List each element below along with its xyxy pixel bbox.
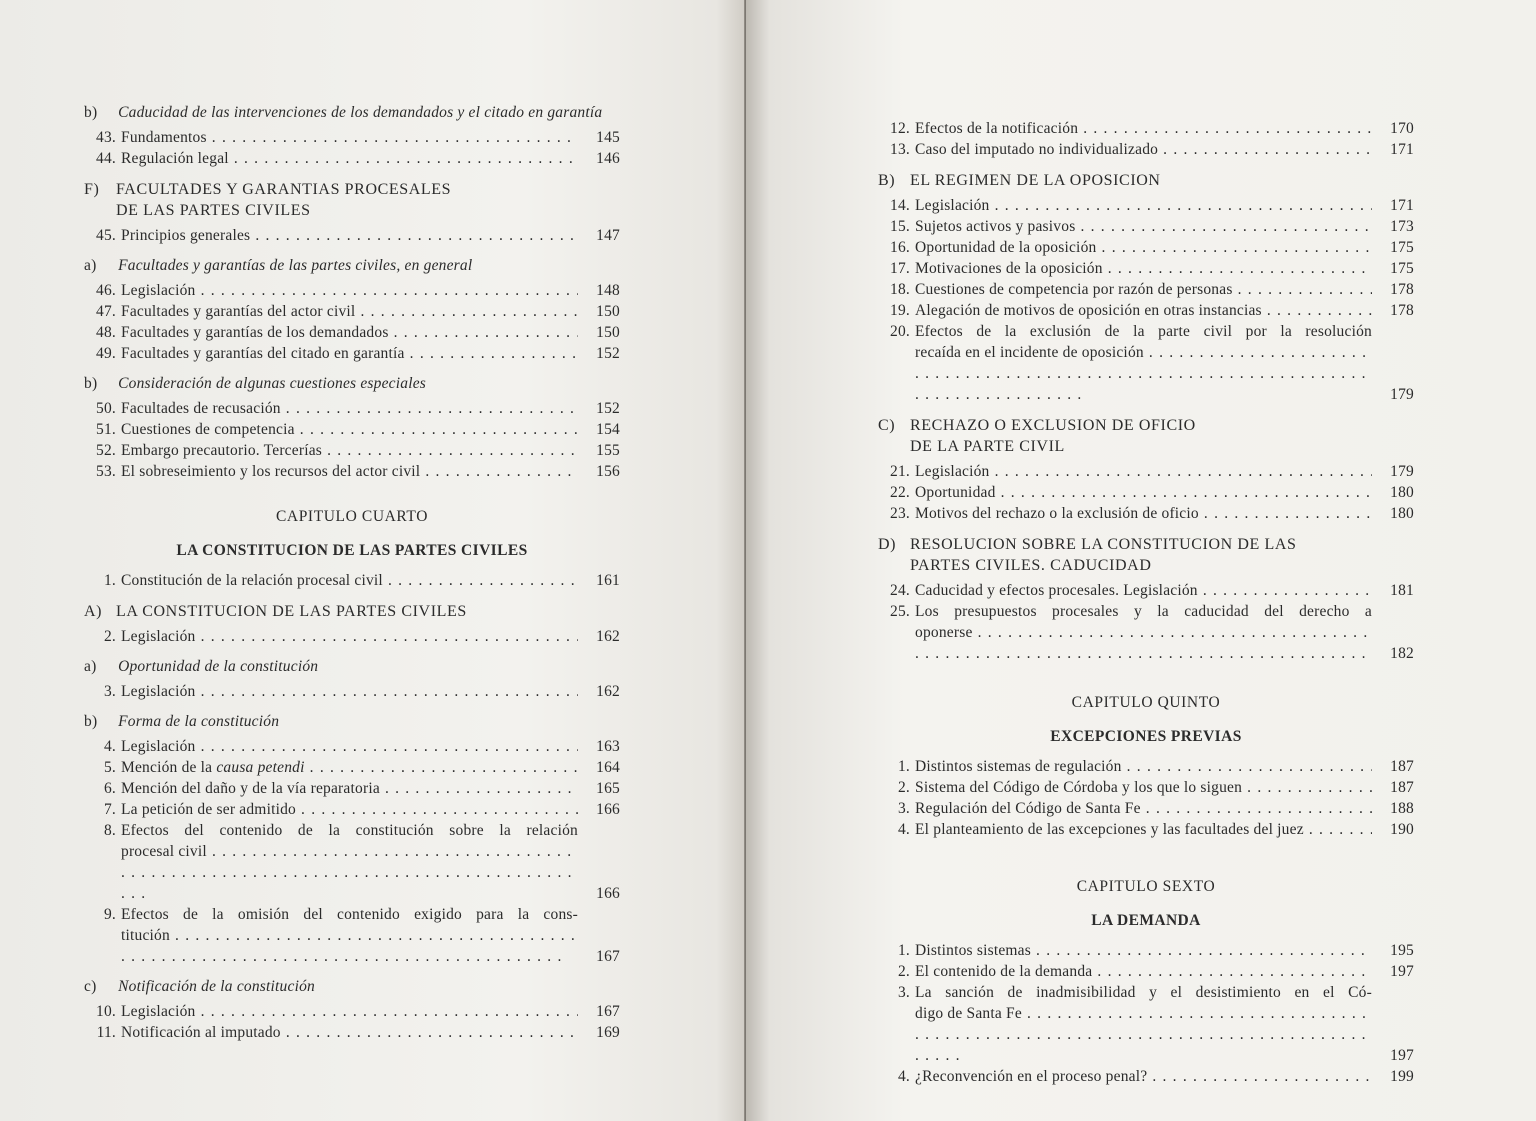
entry-title: Motivos del rechazo o la exclusión de oficio . . . [915,503,1372,524]
left-page [0,0,746,1121]
toc-entry [84,398,620,419]
entry-number: 5. [103,759,116,776]
toc-entry [84,440,620,461]
entry-number: 1. [897,758,910,775]
toc-entry [84,904,620,967]
entry-number: 15. [890,218,910,235]
entry-number: 17. [890,260,910,277]
subsection-label: c) [84,978,97,995]
entry-page: 164 [596,759,620,776]
entry-number: 44. [96,150,116,167]
entry-number: 18. [890,281,910,298]
entry-page: 179 [1390,386,1414,403]
entry-number: 51. [96,421,116,438]
entry-page: 187 [1390,779,1414,796]
toc-entry [84,1001,620,1022]
toc-entry [878,216,1414,237]
entry-title [915,982,1372,1066]
entry-title: Caso del imputado no individualizado . . . [915,139,1372,160]
toc-entry [878,195,1414,216]
entry-page: 163 [596,738,620,755]
entry-number: 49. [96,345,116,362]
section-heading [878,534,1414,576]
entry-page: 181 [1390,582,1414,599]
entry-number: 45. [96,227,116,244]
toc-entry [878,300,1414,321]
toc-entry [84,626,620,647]
toc-entry [878,321,1414,405]
entry-title: El planteamiento de las excepciones y las facultades del juez . . . [915,819,1372,840]
entry-title: Regulación legal . . . [121,148,578,169]
entry-page: 166 [596,885,620,902]
section-title-line1: RESOLUCION SOBRE LA CONSTITUCION DE LAS [910,536,1297,553]
chapter-heading: CAPITULO SEXTO [1076,878,1216,895]
toc-entry [84,778,620,799]
toc-entry [878,258,1414,279]
entry-title: Legislación . . . [915,195,1372,216]
entry-title [915,601,1372,664]
toc-entry [84,570,620,591]
entry-number: 12. [890,120,910,137]
entry-number: 14. [890,197,910,214]
entry-number: 9. [103,906,116,923]
entry-number: 3. [103,683,116,700]
entry-title-line1: Efectos de la exclusión de la parte civil por la resolución [915,323,1372,340]
entry-title: Facultades y garantías del actor civil . . . [121,301,578,322]
right-toc-column [878,118,1414,1087]
entry-title: Legislación . . . [121,1001,578,1022]
entry-number: 46. [96,282,116,299]
chapter-title: EXCEPCIONES PREVIAS [1050,728,1242,745]
toc-entry [84,820,620,904]
section-heading [84,179,620,221]
entry-title: Embargo precautorio. Tercerías . . . [121,440,578,461]
entry-title: Distintos sistemas . . . [915,940,1372,961]
entry-page: 167 [596,1003,620,1020]
chapter-heading: CAPITULO CUARTO [275,508,429,525]
section-label: D) [878,536,897,553]
toc-entry [84,419,620,440]
subsection-heading [84,976,620,997]
toc-entry [84,1022,620,1043]
entry-number: 20. [890,323,910,340]
subsection-label: b) [84,375,98,392]
entry-title: Mención del daño y de la vía reparatoria . . . [121,778,578,799]
toc-entry [878,798,1414,819]
entry-page: 173 [1390,218,1414,235]
entry-page: 188 [1390,800,1414,817]
entry-number: 2. [897,963,910,980]
entry-number: 8. [103,822,116,839]
entry-number: 2. [897,779,910,796]
toc-entry [878,601,1414,664]
entry-number: 24. [890,582,910,599]
entry-number: 50. [96,400,116,417]
section-label: C) [878,417,896,434]
entry-title: Legislación . . . [121,736,578,757]
entry-page: 175 [1390,239,1414,256]
entry-title: Facultades de recusación . . . [121,398,578,419]
toc-entry [878,756,1414,777]
entry-number: 6. [103,780,116,797]
entry-page: 165 [596,780,620,797]
entry-number: 1. [897,942,910,959]
toc-entry [878,580,1414,601]
entry-title: Principios generales . . . [121,225,578,246]
entry-title: Motivaciones de la oposición . . . [915,258,1372,279]
subsection-heading [84,373,620,394]
toc-entry [84,736,620,757]
entry-title: Efectos de la notificación . . . [915,118,1372,139]
entry-number: 13. [890,141,910,158]
entry-title-line2: procesal civil [121,843,207,860]
entry-page: 170 [1390,120,1414,137]
entry-page: 197 [1390,963,1414,980]
entry-title: Sujetos activos y pasivos . . . [915,216,1372,237]
entry-page: 162 [596,683,620,700]
entry-title: La petición de ser admitido . . . [121,799,578,820]
entry-page: 179 [1390,463,1414,480]
section-label: B) [878,172,896,189]
toc-entry [878,503,1414,524]
entry-page: 190 [1390,821,1414,838]
entry-number: 4. [897,821,910,838]
entry-title: Facultades y garantías de los demandados . . . [121,322,578,343]
entry-title-line2: oponerse [915,624,973,641]
subsection-label: b) [84,713,98,730]
subsection-title: Consideración de algunas cuestiones especiales [118,375,427,392]
entry-page: 152 [596,400,620,417]
entry-number: 4. [897,1068,910,1085]
entry-page: 155 [596,442,620,459]
entry-title: Notificación al imputado . . . [121,1022,578,1043]
toc-entry [84,681,620,702]
entry-title: Sistema del Código de Córdoba y los que lo siguen . . . [915,777,1372,798]
entry-number: 2. [103,628,116,645]
entry-page: 161 [596,572,620,589]
toc-entry [878,482,1414,503]
entry-page: 180 [1390,505,1414,522]
entry-title: Cuestiones de competencia . . . [121,419,578,440]
entry-page: 171 [1390,141,1414,158]
left-toc-column [84,102,620,1043]
toc-entry [84,301,620,322]
entry-number: 19. [890,302,910,319]
subsection-label: a) [84,658,97,675]
entry-number: 21. [890,463,910,480]
toc-entry [84,322,620,343]
subsection-title: Oportunidad de la constitución [118,658,319,675]
section-heading [84,601,620,622]
toc-entry [84,343,620,364]
entry-page: 197 [1390,1047,1414,1064]
entry-title: El contenido de la demanda . . . [915,961,1372,982]
entry-page: 171 [1390,197,1414,214]
entry-page: 182 [1390,645,1414,662]
subsection-heading [84,656,620,677]
entry-page: 166 [596,801,620,818]
subsection-title: Forma de la constitución [118,713,280,730]
entry-title: Constitución de la relación procesal civil . . . [121,570,578,591]
entry-number: 23. [890,505,910,522]
entry-number: 1. [103,572,116,589]
toc-entry [878,940,1414,961]
entry-title: Distintos sistemas de regulación . . . [915,756,1372,777]
section-heading [878,170,1414,191]
toc-entry [84,127,620,148]
entry-page: 169 [596,1024,620,1041]
entry-page: 162 [596,628,620,645]
entry-title-line2: digo de Santa Fe [915,1005,1022,1022]
toc-entry [878,461,1414,482]
toc-entry [84,280,620,301]
entry-number: 52. [96,442,116,459]
toc-entry [84,148,620,169]
subsection-heading [84,102,620,123]
entry-page: 178 [1390,281,1414,298]
section-title-line1: FACULTADES Y GARANTIAS PROCESALES [116,181,452,198]
entry-title-line1: Efectos de la omisión del contenido exigido para la cons- [121,906,578,923]
entry-number: 4. [103,738,116,755]
entry-number: 3. [897,984,910,1001]
chapter-heading: CAPITULO QUINTO [1071,694,1221,711]
entry-page: 150 [596,324,620,341]
entry-title [121,820,578,904]
subsection-heading [84,255,620,276]
entry-title: ¿Reconvención en el proceso penal? . . . [915,1066,1372,1087]
entry-number: 25. [890,603,910,620]
entry-title: Alegación de motivos de oposición en otras instancias . . . [915,300,1372,321]
toc-entry [84,461,620,482]
toc-entry [84,225,620,246]
entry-page: 167 [596,948,620,965]
toc-entry [878,1066,1414,1087]
entry-page: 178 [1390,302,1414,319]
entry-title-line1: Los presupuestos procesales y la caducidad del derecho a [915,603,1372,620]
entry-number: 7. [103,801,116,818]
entry-title: Caducidad y efectos procesales. Legislación . . . [915,580,1372,601]
entry-title-line2: recaída en el incidente de oposición [915,344,1144,361]
section-title-line1: RECHAZO O EXCLUSION DE OFICIO [910,417,1196,434]
chapter-title: LA DEMANDA [1091,912,1201,929]
entry-page: 145 [596,129,620,146]
entry-title: Legislación . . . [121,626,578,647]
entry-number: 47. [96,303,116,320]
entry-title: Legislación . . . [121,681,578,702]
entry-number: 43. [96,129,116,146]
entry-number: 22. [890,484,910,501]
entry-title: Oportunidad de la oposición . . . [915,237,1372,258]
entry-number: 3. [897,800,910,817]
toc-entry [878,279,1414,300]
subsection-title: Notificación de la constitución [118,978,315,995]
entry-title: Cuestiones de competencia por razón de personas . . . [915,279,1372,300]
toc-entry [878,237,1414,258]
entry-title: El sobreseimiento y los recursos del actor civil . . . [121,461,578,482]
entry-page: 146 [596,150,620,167]
entry-title-text: Mención de la [121,759,217,776]
section-title: LA CONSTITUCION DE LAS PARTES CIVILES [116,603,467,620]
subsection-label: b) [84,104,98,121]
chapter-title: LA CONSTITUCION DE LAS PARTES CIVILES [176,542,528,559]
toc-entry [878,118,1414,139]
section-heading [878,415,1414,457]
entry-title-line1: Efectos del contenido de la constitución sobre la relación [121,822,578,839]
entry-page: 147 [596,227,620,244]
toc-entry [878,777,1414,798]
entry-number: 16. [890,239,910,256]
section-title-line2: PARTES CIVILES. CADUCIDAD [910,557,1152,574]
entry-number: 11. [96,1024,116,1041]
entry-page: 175 [1390,260,1414,277]
toc-entry [878,961,1414,982]
entry-number: 53. [96,463,116,480]
subsection-label: a) [84,257,97,274]
entry-page: 154 [596,421,620,438]
subsection-title: Caducidad de las intervenciones de los demandados y el citado en garantía [118,104,603,121]
entry-page: 156 [596,463,620,480]
entry-page: 199 [1390,1068,1414,1085]
entry-title [121,757,578,778]
section-title-line2: DE LAS PARTES CIVILES [116,202,311,219]
entry-title: Facultades y garantías del citado en garantía . . . [121,343,578,364]
entry-title-line2: titución [121,927,170,944]
entry-title [915,321,1372,405]
entry-title: Oportunidad . . . [915,482,1372,503]
section-title: EL REGIMEN DE LA OPOSICION [910,172,1161,189]
section-label: F) [84,181,100,198]
entry-title: Regulación del Código de Santa Fe . . . [915,798,1372,819]
entry-page: 180 [1390,484,1414,501]
toc-entry [84,757,620,778]
toc-entry [878,819,1414,840]
toc-entry [878,139,1414,160]
section-label: A) [84,603,103,620]
entry-title: Legislación . . . [121,280,578,301]
section-title-line2: DE LA PARTE CIVIL [910,438,1065,455]
right-page [746,0,1536,1121]
entry-page: 195 [1390,942,1414,959]
entry-number: 10. [96,1003,116,1020]
entry-title-italic: causa petendi [216,759,305,776]
entry-number: 48. [96,324,116,341]
entry-page: 187 [1390,758,1414,775]
subsection-heading [84,711,620,732]
entry-title: Fundamentos . . . [121,127,578,148]
entry-page: 152 [596,345,620,362]
toc-entry [878,982,1414,1066]
entry-title-line1: La sanción de inadmisibilidad y el desistimiento en el Có- [915,984,1372,1001]
entry-page: 148 [596,282,620,299]
toc-entry [84,799,620,820]
entry-page: 150 [596,303,620,320]
entry-title [121,904,578,967]
entry-title: Legislación . . . [915,461,1372,482]
subsection-title: Facultades y garantías de las partes civiles, en general [118,257,473,274]
